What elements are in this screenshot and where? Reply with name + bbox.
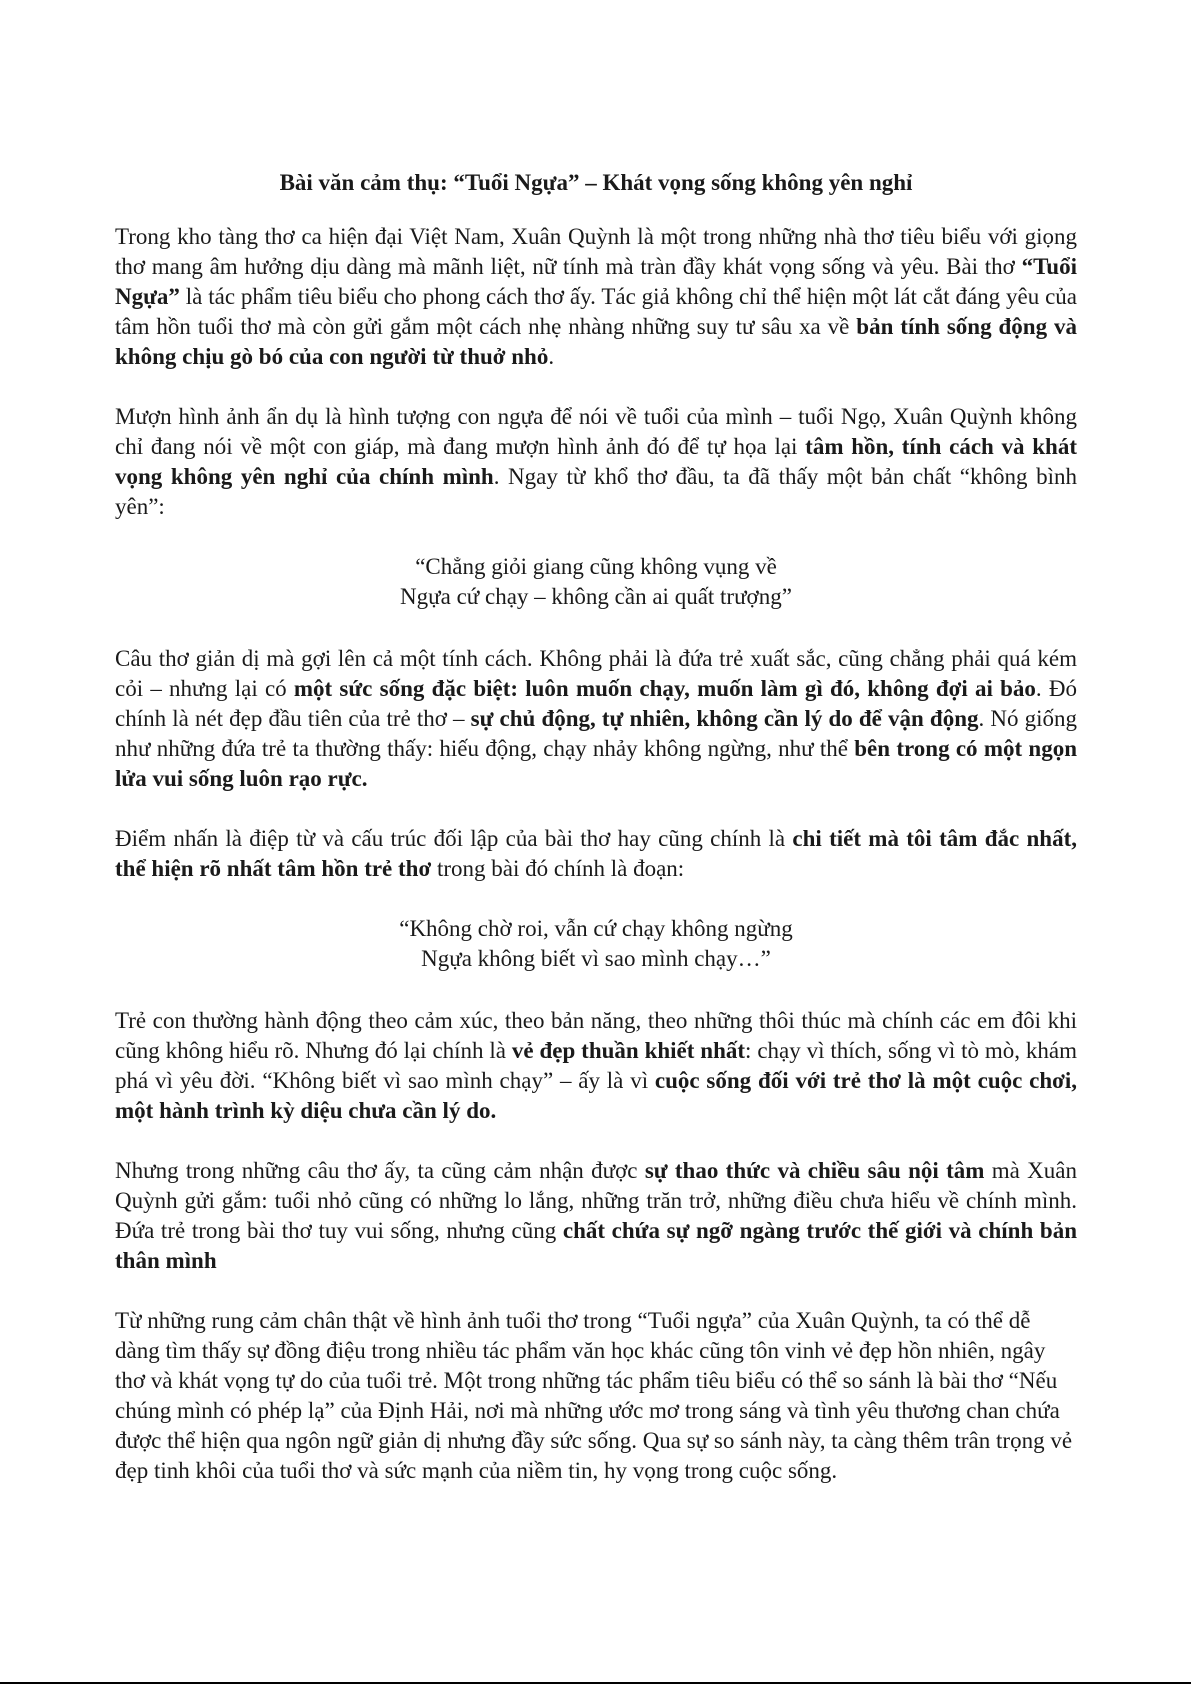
bold-run: vẻ đẹp thuần khiết nhất	[511, 1038, 746, 1063]
page-bottom-rule	[0, 1682, 1191, 1684]
text-run: Từ những rung cảm chân thật về hình ảnh tuổi thơ trong “Tuổi ngựa” của Xuân Quỳnh, ta có thể dễ dàng tìm thấy sự đồng điệu trong nhiều tác phẩm văn học khác cũng tôn vinh vẻ đẹp hồn nhiên, ngây thơ và khát vọng tự do của tuổi trẻ. Một trong những tác phẩm tiêu biểu có thể so sánh là bài thơ “Nếu chúng mình có phép lạ” của Định Hải, nơi mà những ước mơ trong sáng và tình yêu thương chan chứa được thể hiện qua ngôn ngữ giản dị nhưng đầy sức sống. Qua sự so sánh này, ta càng thêm trân trọng vẻ đẹp tinh khôi của tuổi thơ và sức mạnh của niềm tin, hy vọng trong cuộc sống.	[115, 1308, 1073, 1483]
paragraph-intro	[115, 222, 1077, 372]
text-run: Câu thơ giản dị mà gợi lên cả một tính cách. Không phải là đứa trẻ xuất sắc, cũng chẳng phải quá kém cỏi – nhưng lại có	[115, 646, 1077, 701]
bold-run: sự thao thức và chiều sâu nội tâm	[644, 1158, 985, 1183]
text-run: Mượn hình ảnh ẩn dụ là hình tượng con ngựa để nói về tuổi của mình – tuổi Ngọ, Xuân Quỳnh không chỉ đang nói về một con giáp, mà đang mượn hình ảnh đó để tự họa lại	[115, 404, 1077, 459]
bold-run: cuộc sống đối với trẻ thơ là một cuộc chơi, một hành trình kỳ diệu chưa cần lý do.	[115, 1068, 1078, 1123]
poem-quote-2	[115, 914, 1077, 974]
text-run: . Đó chính là nét đẹp đầu tiên của trẻ thơ –	[115, 676, 1077, 731]
bold-run: chi tiết mà tôi tâm đắc nhất, thể hiện rõ nhất tâm hồn trẻ thơ	[115, 826, 1077, 881]
document-title: Bài văn cảm thụ: “Tuổi Ngựa” – Khát vọng sống không yên nghỉ	[279, 170, 913, 195]
poem-line: “Chẳng giỏi giang cũng không vụng về	[415, 554, 777, 579]
bold-run: bản tính sống động và không chịu gò bó của con người từ thuở nhỏ	[115, 314, 1077, 369]
text-run: là tác phẩm tiêu biểu cho phong cách thơ ấy. Tác giả không chỉ thể hiện một lát cắt đáng yêu của tâm hồn tuổi thơ mà còn gửi gắm một cách nhẹ nhàng những suy tư sâu xa về	[115, 284, 1077, 339]
text-run: Trong kho tàng thơ ca hiện đại Việt Nam, Xuân Quỳnh là một trong những nhà thơ tiêu biểu với giọng thơ mang âm hưởng dịu dàng mà mãnh liệt, nữ tính mà tràn đầy khát vọng sống và yêu. Bài thơ	[115, 224, 1077, 279]
bold-run: tâm hồn, tính cách và khát vọng không yên nghỉ của chính mình	[115, 434, 1078, 489]
document-page	[115, 168, 1077, 1516]
paragraph-inner-depth	[115, 1156, 1077, 1276]
text-run: mà Xuân Quỳnh gửi gắm: tuổi nhỏ cũng có những lo lắng, những trăn trở, những điều chưa hiểu về chính mình. Đứa trẻ trong bài thơ tuy vui sống, nhưng cũng	[115, 1158, 1077, 1243]
text-run: . Ngay từ khổ thơ đầu, ta đã thấy một bản chất “không bình yên”:	[115, 464, 1077, 519]
poem-line: Ngựa không biết vì sao mình chạy…”	[421, 946, 771, 971]
text-run: Điểm nhấn là điệp từ và cấu trúc đối lập của bài thơ hay cũng chính là	[115, 826, 793, 851]
paragraph-highlight	[115, 824, 1077, 884]
bold-run: chất chứa sự ngỡ ngàng trước thế giới và chính bản thân mình	[115, 1218, 1077, 1273]
bold-run: “Tuổi Ngựa”	[115, 254, 1077, 309]
bold-run: sự chủ động, tự nhiên, không cần lý do để vận động	[470, 706, 979, 731]
bold-run: bên trong có một ngọn lửa vui sống luôn rạo rực.	[115, 736, 1077, 791]
text-run: : chạy vì thích, sống vì tò mò, khám phá vì yêu đời. “Không biết vì sao mình chạy” – ấy là vì	[115, 1038, 1077, 1093]
poem-line: “Không chờ roi, vẫn cứ chạy không ngừng	[399, 916, 793, 941]
poem-line: Ngựa cứ chạy – không cần ai quất trượng”	[400, 584, 792, 609]
poem-quote-1	[115, 552, 1077, 612]
text-run: . Nó giống như những đứa trẻ ta thường thấy: hiếu động, chạy nhảy không ngừng, như thể	[115, 706, 1077, 761]
text-run: Trẻ con thường hành động theo cảm xúc, theo bản năng, theo những thôi thúc mà chính các em đôi khi cũng không hiểu rõ. Nhưng đó lại chính là	[115, 1008, 1077, 1063]
bold-run: một sức sống đặc biệt: luôn muốn chạy, muốn làm gì đó, không đợi ai bảo	[293, 676, 1036, 701]
paragraph-character	[115, 644, 1077, 794]
text-run: .	[548, 344, 555, 369]
text-run: Nhưng trong những câu thơ ấy, ta cũng cảm nhận được	[115, 1158, 645, 1183]
paragraph-comparison	[115, 1306, 1077, 1486]
paragraph-metaphor	[115, 402, 1077, 522]
paragraph-instinct	[115, 1006, 1077, 1126]
text-run: trong bài đó chính là đoạn:	[431, 856, 685, 881]
